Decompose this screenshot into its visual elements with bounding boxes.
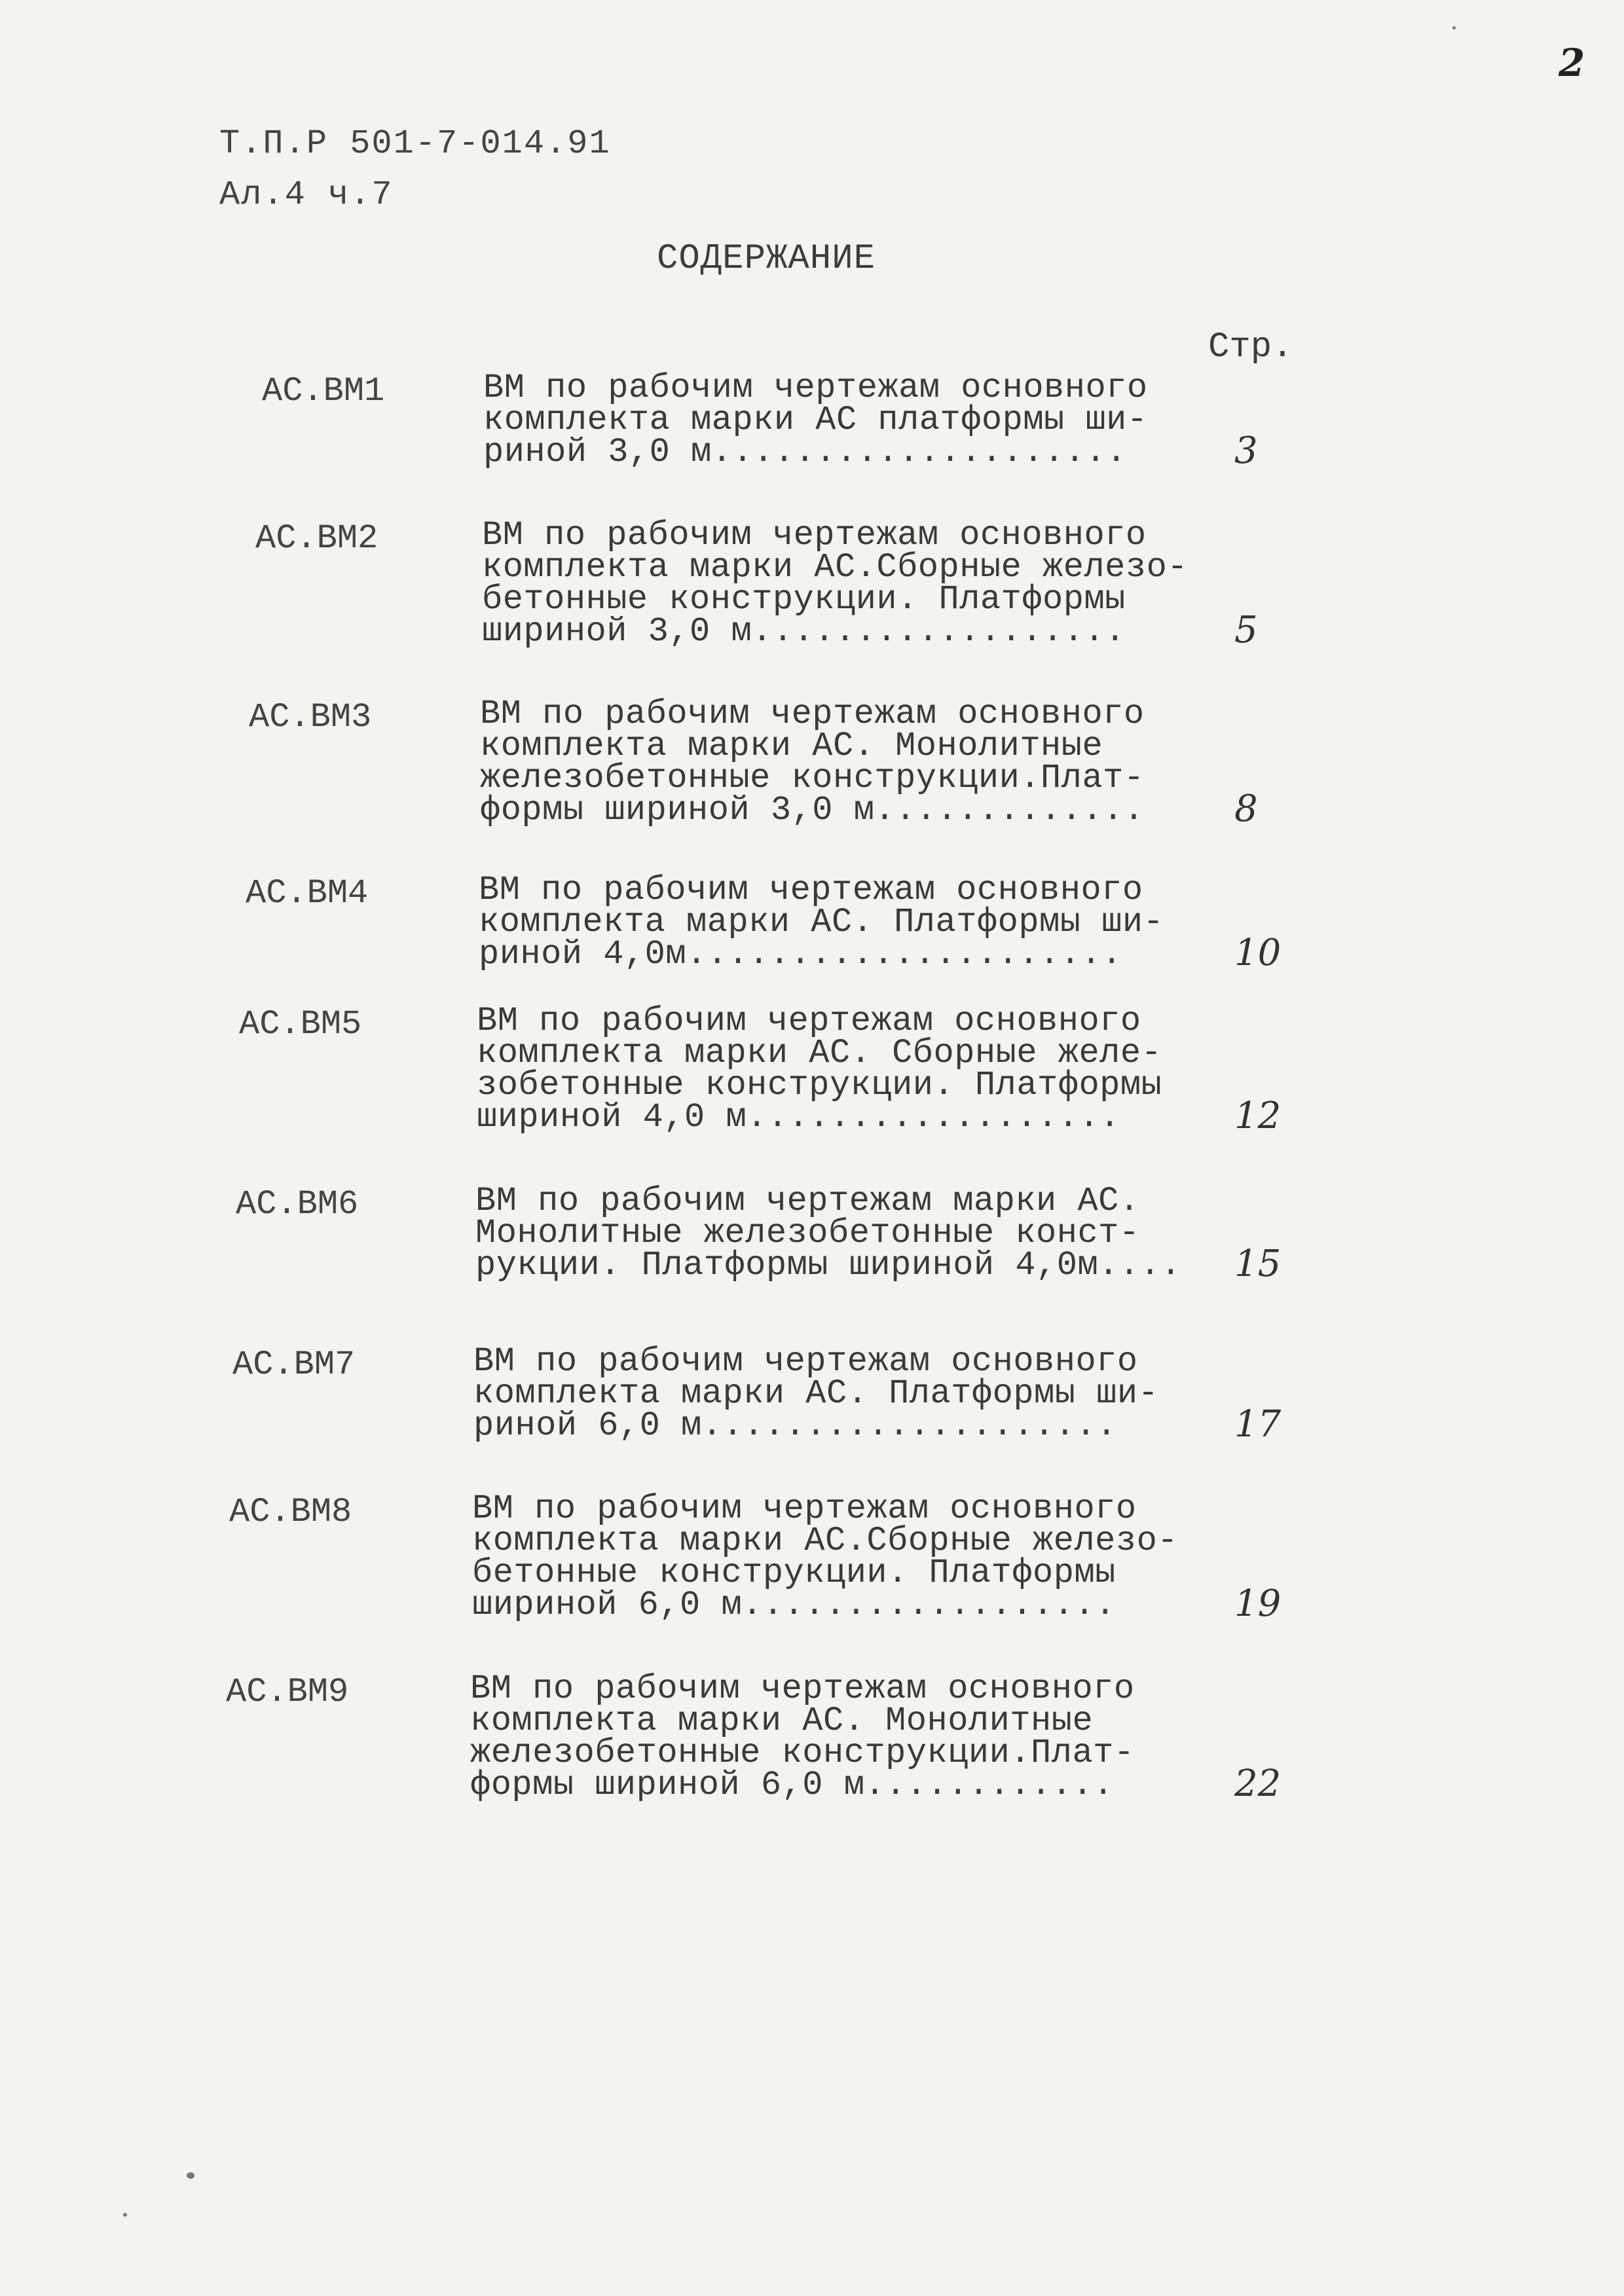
toc-entry-description xyxy=(470,1669,1184,1804)
toc-entry-code: АС.ВМ7 xyxy=(232,1345,356,1384)
toc-entry-description-line: бетонные конструкции. Платформы xyxy=(482,580,1126,619)
scan-speck xyxy=(1452,26,1456,29)
toc-entry-description xyxy=(472,1489,1186,1624)
toc-entry-description-line: комплекта марки АС платформы ши- xyxy=(483,401,1148,439)
toc-entry-page-number: 8 xyxy=(1234,788,1258,830)
toc-entry-description-line: ВМ по рабочим чертежам основного xyxy=(472,1489,1137,1528)
toc-entry-page-number: 12 xyxy=(1234,1095,1282,1137)
toc-entry-code: АС.ВМ6 xyxy=(236,1185,359,1224)
toc-entry-description-line: риной 3,0 м.................... xyxy=(483,433,1127,471)
toc-entry-page-number: 17 xyxy=(1234,1403,1282,1446)
toc-entry-description-line: формы шириной 6,0 м............ xyxy=(470,1766,1114,1804)
toc-entry-description-line: шириной 4,0 м.................. xyxy=(477,1098,1120,1137)
toc-entry-description-line: комплекта марки АС. Монолитные xyxy=(470,1702,1094,1740)
toc-entry-description-line: железобетонные конструкции.Плат- xyxy=(470,1734,1135,1772)
toc-entry-page-number: 10 xyxy=(1234,932,1282,974)
toc-entry-description xyxy=(482,516,1196,651)
toc-entry-description-line: формы шириной 3,0 м............. xyxy=(480,791,1145,829)
toc-entry-description xyxy=(483,369,1197,471)
toc-entry-description-line: ВМ по рабочим чертежам основного xyxy=(482,516,1147,555)
toc-entry-description-line: комплекта марки АС.Сборные железо- xyxy=(472,1522,1178,1560)
toc-entry-code: АС.ВМ1 xyxy=(262,372,385,410)
toc-entry-description-line: ВМ по рабочим чертежам основного xyxy=(483,369,1148,407)
toc-entry-description-line: комплекта марки АС. Сборные желе- xyxy=(477,1034,1162,1072)
toc-entry-page-number: 3 xyxy=(1234,429,1258,472)
toc-entry-description-line: зобетонные конструкции. Платформы xyxy=(477,1066,1162,1104)
toc-entry-description xyxy=(477,1002,1190,1137)
toc-entry-description-line: шириной 3,0 м.................. xyxy=(482,612,1126,651)
toc-entry-description-line: ВМ по рабочим чертежам основного xyxy=(479,871,1143,909)
toc-entry-description-line: ВМ по рабочим чертежам основного xyxy=(473,1342,1138,1381)
scan-speck xyxy=(187,2172,194,2179)
toc-entry-page-number: 5 xyxy=(1234,609,1258,651)
toc-entry-description-line: шириной 6,0 м.................. xyxy=(472,1586,1116,1624)
toc-entry-description-line: ВМ по рабочим чертежам марки АС. xyxy=(475,1182,1140,1220)
document-sheet-reference: Ал.4 ч.7 xyxy=(219,175,394,214)
toc-entry-description-line: комплекта марки АС. Платформы ши- xyxy=(479,903,1164,941)
toc-entry-code: АС.ВМ4 xyxy=(246,874,369,913)
toc-entry-page-number: 22 xyxy=(1234,1762,1282,1805)
toc-entry-page-number: 19 xyxy=(1234,1582,1282,1625)
page-number: 2 xyxy=(1559,41,1585,85)
toc-entry-page-number: 15 xyxy=(1234,1243,1282,1285)
toc-entry-code: АС.ВМ8 xyxy=(229,1493,352,1531)
toc-entry-code: АС.ВМ5 xyxy=(239,1005,362,1044)
toc-entry-description xyxy=(473,1342,1187,1445)
toc-entry-description-line: ВМ по рабочим чертежам основного xyxy=(480,695,1145,733)
document-code: Т.П.Р 501-7-014.91 xyxy=(219,124,611,163)
toc-entry-description xyxy=(480,695,1194,829)
toc-entry-code: АС.ВМ3 xyxy=(249,698,372,737)
toc-entry-description-line: ВМ по рабочим чертежам основного xyxy=(470,1669,1135,1708)
page-title: СОДЕРЖАНИЕ xyxy=(656,239,876,279)
toc-entry-description-line: железобетонные конструкции.Плат- xyxy=(480,759,1145,797)
toc-entry-description xyxy=(479,871,1192,974)
toc-entry-description xyxy=(475,1182,1189,1285)
toc-entry-description-line: риной 6,0 м.................... xyxy=(473,1406,1117,1445)
toc-entry-description-line: рукции. Платформы шириной 4,0м.... xyxy=(475,1246,1181,1285)
toc-entry-code: АС.ВМ9 xyxy=(226,1673,349,1711)
toc-entry-description-line: комплекта марки АС. Монолитные xyxy=(480,727,1103,765)
toc-entry-description-line: ВМ по рабочим чертежам основного xyxy=(477,1002,1141,1040)
page-column-header: Стр. xyxy=(1208,327,1293,367)
toc-entry-description-line: комплекта марки АС.Сборные железо- xyxy=(482,548,1188,587)
scan-speck xyxy=(123,2213,127,2217)
toc-entry-code: АС.ВМ2 xyxy=(255,519,378,558)
toc-entry-description-line: комплекта марки АС. Платформы ши- xyxy=(473,1374,1159,1413)
toc-entry-description-line: риной 4,0м..................... xyxy=(479,935,1122,974)
toc-entry-description-line: бетонные конструкции. Платформы xyxy=(472,1554,1116,1592)
toc-entry-description-line: Монолитные железобетонные конст- xyxy=(475,1214,1140,1252)
